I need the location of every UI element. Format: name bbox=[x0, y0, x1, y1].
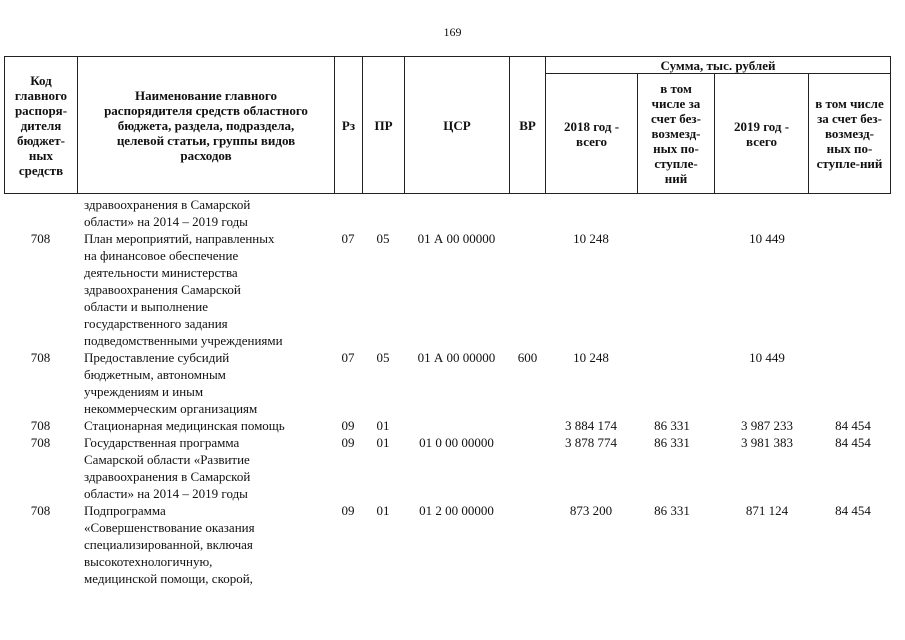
code-cell: 708 bbox=[30, 418, 51, 433]
sum-2018-cell: 873 200 bbox=[569, 503, 613, 518]
name-line: специализированной, включая bbox=[84, 537, 253, 552]
table-row bbox=[4, 417, 894, 434]
sum-2019-cell: 3 981 383 bbox=[741, 435, 793, 450]
name-line: учреждениям и иным bbox=[84, 384, 204, 399]
subsection-cell: 01 bbox=[376, 503, 390, 518]
header-csr: ЦСР bbox=[405, 57, 510, 194]
header-name: Наименование главного распорядителя средств областного бюджета, раздела, подраздела, целевой статьи, группы видов расходов bbox=[78, 57, 335, 194]
name-line: План мероприятий, направленных bbox=[84, 231, 275, 246]
name-line: высокотехнологичную, bbox=[84, 554, 213, 569]
sum-2019-cell: 10 449 bbox=[749, 350, 785, 365]
name-line: здравоохранения в Самарской bbox=[84, 197, 251, 212]
subsection-cell: 01 bbox=[376, 435, 390, 450]
sum-2019-cell: 871 124 bbox=[745, 503, 789, 518]
target-article-cell: 01 2 00 00000 bbox=[419, 503, 494, 518]
header-pr: ПР bbox=[363, 57, 405, 194]
gratuitous-2018-cell: 86 331 bbox=[654, 418, 690, 433]
name-cell bbox=[84, 349, 339, 417]
name-line: бюджетным, автономным bbox=[84, 367, 226, 382]
section-cell: 09 bbox=[341, 503, 355, 518]
name-line: Предоставление субсидий bbox=[84, 350, 230, 365]
name-line: здравоохранения Самарской bbox=[84, 282, 241, 297]
subsection-cell: 01 bbox=[376, 418, 390, 433]
code-cell: 708 bbox=[30, 350, 51, 365]
section-cell: 07 bbox=[341, 231, 355, 246]
name-line: Подпрограмма bbox=[84, 503, 166, 518]
table-row bbox=[4, 230, 894, 349]
sum-2018-cell: 10 248 bbox=[573, 350, 609, 365]
name-line: медицинской помощи, скорой, bbox=[84, 571, 253, 586]
code-cell: 708 bbox=[30, 503, 51, 518]
gratuitous-2018-cell: 86 331 bbox=[654, 435, 690, 450]
name-line: Стационарная медицинская помощь bbox=[84, 418, 285, 433]
header-sum: Сумма, тыс. рублей bbox=[546, 57, 891, 74]
target-article-cell: 01 А 00 00000 bbox=[417, 350, 496, 365]
name-line: здравоохранения в Самарской bbox=[84, 469, 251, 484]
sum-2018-cell: 3 878 774 bbox=[565, 435, 617, 450]
section-cell: 09 bbox=[341, 435, 355, 450]
table-row bbox=[4, 434, 894, 502]
target-article-cell: 01 0 00 00000 bbox=[419, 435, 494, 450]
table-row bbox=[4, 502, 894, 587]
header-rz: Рз bbox=[335, 57, 363, 194]
name-line: области» на 2014 – 2019 годы bbox=[84, 486, 248, 501]
section-cell: 09 bbox=[341, 418, 355, 433]
name-cell bbox=[84, 196, 339, 230]
table-row bbox=[4, 196, 894, 230]
header-2019-gratuitous: в том числе за счет без-возмезд-ных по-ступле-ний bbox=[809, 74, 891, 194]
name-line: Государственная программа bbox=[84, 435, 240, 450]
subsection-cell: 05 bbox=[376, 231, 390, 246]
gratuitous-2019-cell: 84 454 bbox=[835, 435, 871, 450]
name-line: «Совершенствование оказания bbox=[84, 520, 255, 535]
code-cell: 708 bbox=[30, 435, 51, 450]
gratuitous-2019-cell: 84 454 bbox=[835, 503, 871, 518]
header-vr: ВР bbox=[510, 57, 546, 194]
subsection-cell: 05 bbox=[376, 350, 390, 365]
page-number: 169 bbox=[443, 25, 462, 39]
header-2019-total: 2019 год - всего bbox=[715, 74, 809, 194]
sum-2019-cell: 3 987 233 bbox=[741, 418, 793, 433]
expense-type-cell: 600 bbox=[517, 350, 538, 365]
name-cell bbox=[84, 502, 339, 587]
table-row bbox=[4, 349, 894, 417]
gratuitous-2019-cell: 84 454 bbox=[835, 418, 871, 433]
gratuitous-2018-cell: 86 331 bbox=[654, 503, 690, 518]
section-cell: 07 bbox=[341, 350, 355, 365]
name-cell bbox=[84, 230, 339, 349]
sum-2019-cell: 10 449 bbox=[749, 231, 785, 246]
name-cell bbox=[84, 417, 339, 434]
table-body bbox=[4, 196, 894, 587]
table-header bbox=[4, 56, 891, 194]
name-line: области и выполнение bbox=[84, 299, 208, 314]
target-article-cell: 01 А 00 00000 bbox=[417, 231, 496, 246]
name-line: деятельности министерства bbox=[84, 265, 238, 280]
name-cell bbox=[84, 434, 339, 502]
sum-2018-cell: 3 884 174 bbox=[565, 418, 617, 433]
name-line: Самарской области «Развитие bbox=[84, 452, 250, 467]
name-line: государственного задания bbox=[84, 316, 228, 331]
header-code: Код главного распоря-дителя бюджет-ных средств bbox=[5, 57, 78, 194]
name-line: подведомственными учреждениями bbox=[84, 333, 283, 348]
header-2018-gratuitous: в том числе за счет без-возмезд-ных по-ступле-ний bbox=[638, 74, 715, 194]
sum-2018-cell: 10 248 bbox=[573, 231, 609, 246]
code-cell: 708 bbox=[30, 231, 51, 246]
name-line: на финансовое обеспечение bbox=[84, 248, 239, 263]
name-line: некоммерческим организациям bbox=[84, 401, 258, 416]
header-2018-total: 2018 год - всего bbox=[546, 74, 638, 194]
name-line: области» на 2014 – 2019 годы bbox=[84, 214, 248, 229]
